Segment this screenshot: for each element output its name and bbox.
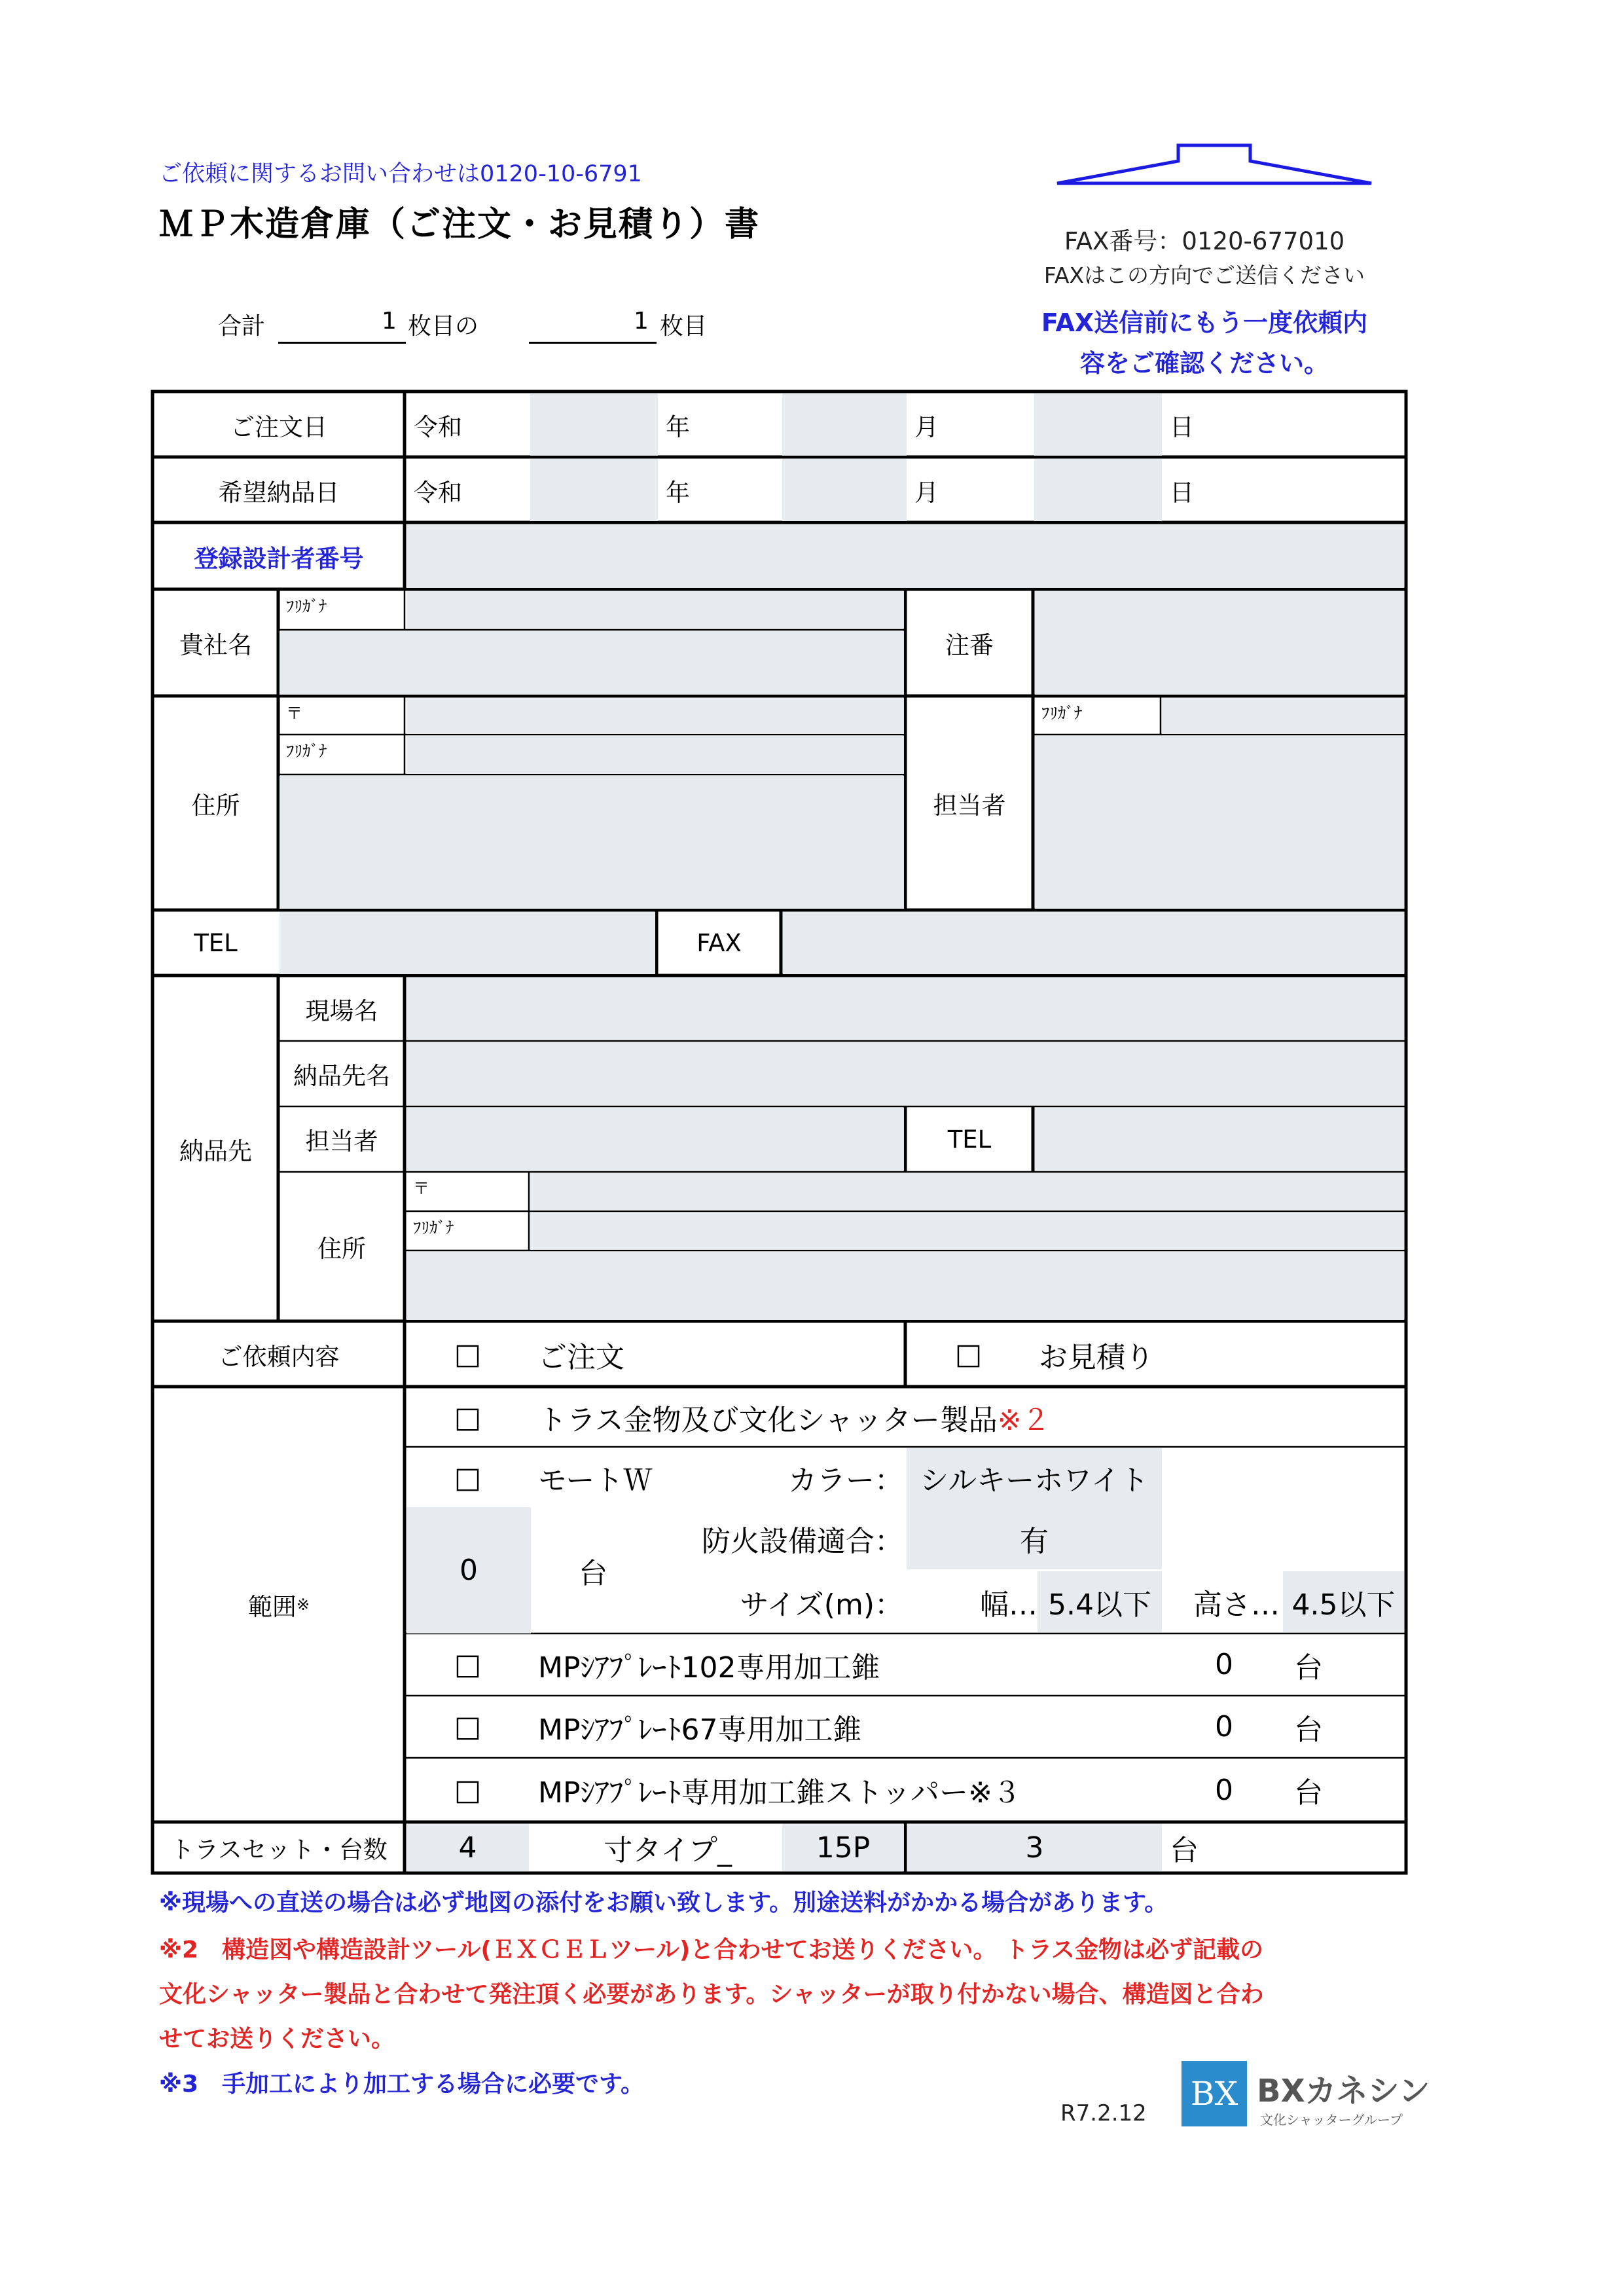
- tool-3-unit: 台: [1294, 1776, 1323, 1810]
- motor-quantity-unit: 台: [579, 1556, 607, 1590]
- estimate-option-label: お見積り: [1039, 1340, 1154, 1374]
- order-date-month-label: 月: [914, 412, 939, 441]
- motor-w-label: モートＷ: [538, 1464, 653, 1497]
- truss-product-note: ※２: [997, 1404, 1051, 1437]
- fax-confirm-line-1: FAX送信前にもう一度依頼内: [1041, 308, 1368, 337]
- size-label: サイズ(m)：: [740, 1588, 903, 1622]
- person-field[interactable]: [1035, 736, 1404, 909]
- estimate-checkbox[interactable]: □: [954, 1338, 983, 1371]
- tool-3-qty[interactable]: 0: [1215, 1773, 1233, 1807]
- tool-1-unit: 台: [1294, 1650, 1323, 1685]
- truss-size-field[interactable]: 4: [406, 1824, 529, 1871]
- delivery-date-month-field[interactable]: [782, 459, 907, 521]
- address-postal-field[interactable]: [406, 698, 904, 734]
- order-option-label: ご注文: [538, 1340, 624, 1374]
- fax-confirm-line-2: 容をご確認ください。: [1079, 349, 1329, 378]
- delivery-date-day-field[interactable]: [1034, 459, 1162, 521]
- delivery-address-field[interactable]: [406, 1252, 1404, 1320]
- color-value[interactable]: シルキーホワイト: [907, 1448, 1162, 1507]
- height-label: 高さ…: [1193, 1588, 1280, 1622]
- designer-number-label: 登録設計者番号: [194, 544, 364, 573]
- fax-field[interactable]: [783, 912, 1404, 974]
- address-furigana-field[interactable]: [406, 736, 904, 774]
- address-furigana-label: ﾌﾘｶﾞﾅ: [286, 742, 327, 761]
- delivery-tel-label: TEL: [947, 1125, 992, 1154]
- delivery-date-year-label: 年: [666, 478, 690, 507]
- company-furigana-label: ﾌﾘｶﾞﾅ: [286, 597, 327, 616]
- address-label: 住所: [191, 792, 240, 820]
- truss-type-label: 寸タイプ_: [604, 1834, 732, 1867]
- scope-label-mark: ※: [296, 1595, 310, 1614]
- tool-1-checkbox[interactable]: □: [454, 1648, 482, 1681]
- delivery-destination-label: 納品先: [179, 1137, 252, 1165]
- truss-type-field[interactable]: 15P: [782, 1824, 904, 1871]
- company-label: 貴社名: [179, 631, 252, 659]
- company-logo-name: BXカネシン: [1257, 2073, 1430, 2109]
- designer-number-field[interactable]: [406, 524, 1404, 588]
- tool-1-name: MPｼｱﾌﾟﾚｰﾄ102専用加工錐: [538, 1650, 880, 1685]
- scope-label-text: 範囲: [247, 1593, 297, 1621]
- delivery-date-reiwa: 令和: [414, 478, 462, 507]
- person-furigana-field[interactable]: [1162, 698, 1404, 734]
- sheet-current-label: 枚目: [660, 313, 708, 340]
- order-date-day-field[interactable]: [1034, 393, 1162, 456]
- tool-3-checkbox[interactable]: □: [454, 1773, 482, 1807]
- delivery-tel-field[interactable]: [1035, 1108, 1404, 1171]
- delivery-address-label: 住所: [317, 1235, 366, 1263]
- order-date-year-label: 年: [666, 412, 690, 441]
- delivery-postal-field[interactable]: [530, 1173, 1404, 1211]
- delivery-person-field[interactable]: [406, 1108, 904, 1171]
- fax-label: FAX: [696, 929, 742, 957]
- truss-product-label: トラス金物及び文化シャッター製品: [538, 1404, 998, 1437]
- tool-2-qty[interactable]: 0: [1215, 1710, 1233, 1743]
- delivery-person-label: 担当者: [305, 1127, 378, 1156]
- tool-2-checkbox[interactable]: □: [454, 1710, 482, 1743]
- truss-product-row: [530, 1389, 1401, 1446]
- width-label: 幅…: [980, 1588, 1038, 1622]
- truss-count-field[interactable]: 3: [907, 1824, 1162, 1871]
- note-2-line-3: せてお送りください。: [159, 2026, 395, 2052]
- fire-label: 防火設備適合：: [702, 1524, 903, 1558]
- note-2-line-1: ※2 構造図や構造設計ツール(ＥＸＣＥＬツール)と合わせてお送りください。 トラス金物は必ず記載の: [159, 1937, 1263, 1963]
- tel-field[interactable]: [280, 912, 655, 974]
- tool-2-unit: 台: [1294, 1713, 1323, 1747]
- truss-set-label: トラスセット・台数: [170, 1836, 388, 1864]
- tel-label: TEL: [194, 929, 238, 957]
- order-date-reiwa: 令和: [414, 412, 462, 441]
- delivery-name-field[interactable]: [406, 1042, 1404, 1105]
- address-field[interactable]: [280, 776, 904, 909]
- inquiry-text: ご依頼に関するお問い合わせは0120-10-6791: [159, 161, 642, 187]
- company-furigana-field[interactable]: [406, 591, 904, 629]
- person-label: 担当者: [933, 792, 1006, 820]
- company-name-field[interactable]: [280, 631, 904, 695]
- order-checkbox[interactable]: □: [454, 1338, 482, 1371]
- request-label: ご依頼内容: [218, 1342, 340, 1371]
- delivery-name-label: 納品先名: [293, 1062, 390, 1090]
- tool-2-name: MPｼｱﾌﾟﾚｰﾄ67専用加工錐: [538, 1713, 862, 1747]
- fax-direction-text: FAXはこの方向でご送信ください: [1043, 263, 1365, 288]
- delivery-furigana-field[interactable]: [530, 1212, 1404, 1250]
- color-label: カラー：: [788, 1464, 903, 1497]
- delivery-date-year-field[interactable]: [530, 459, 658, 521]
- note-direct-delivery: ※現場への直送の場合は必ず地図の添付をお願い致します。別途送料がかかる場合があります。: [159, 1889, 1168, 1916]
- order-date-year-field[interactable]: [530, 393, 658, 456]
- site-name-label: 現場名: [305, 996, 378, 1025]
- delivery-date-month-label: 月: [914, 478, 939, 507]
- company-logo-subtitle: 文化シャッターグループ: [1260, 2112, 1403, 2128]
- truss-product-checkbox[interactable]: □: [454, 1400, 482, 1434]
- sheet-total-value[interactable]: 1: [382, 308, 397, 335]
- fire-value[interactable]: 有: [907, 1507, 1162, 1569]
- order-date-label: ご注文日: [230, 412, 327, 441]
- note-2-line-2: 文化シャッター製品と合わせて発注頂く必要があります。シャッターが取り付かない場合、構造図と合わ: [159, 1981, 1264, 2008]
- order-date-day-label: 日: [1170, 412, 1194, 441]
- site-name-field[interactable]: [406, 977, 1404, 1040]
- height-value[interactable]: 4.5以下: [1283, 1571, 1404, 1632]
- width-value[interactable]: 5.4以下: [1038, 1571, 1162, 1632]
- bx-logo-icon: BX: [1182, 2061, 1247, 2126]
- delivery-furigana-label: ﾌﾘｶﾞﾅ: [413, 1218, 454, 1237]
- fax-number: FAX番号：0120-677010: [1064, 227, 1345, 255]
- motor-w-checkbox[interactable]: □: [454, 1461, 482, 1495]
- revision-date: R7.2.12: [1060, 2100, 1147, 2126]
- person-furigana-label: ﾌﾘｶﾞﾅ: [1041, 704, 1083, 723]
- address-postal-mark: 〒: [286, 704, 303, 723]
- order-date-month-field[interactable]: [782, 393, 907, 456]
- truss-count-unit: 台: [1170, 1834, 1199, 1867]
- note-3: ※3 手加工により加工する場合に必要です。: [159, 2071, 645, 2098]
- delivery-postal-mark: 〒: [413, 1179, 430, 1198]
- tool-3-name: MPｼｱﾌﾟﾚｰﾄ専用加工錐ストッパー※３: [538, 1776, 1022, 1810]
- scope-label: [154, 1389, 403, 1821]
- order-number-label: 注番: [945, 631, 994, 659]
- delivery-date-label: 希望納品日: [218, 478, 340, 507]
- sheet-current-value[interactable]: 1: [634, 308, 649, 335]
- order-number-field[interactable]: [1035, 591, 1404, 695]
- tool-1-qty[interactable]: 0: [1215, 1648, 1233, 1681]
- motor-quantity-field[interactable]: 0: [406, 1507, 531, 1633]
- delivery-date-day-label: 日: [1170, 478, 1194, 507]
- page-title: ＭＰ木造倉庫（ご注文・お見積り）書: [159, 205, 761, 244]
- sheet-of-label: 枚目の: [408, 313, 479, 340]
- sheet-total-label: 合計: [218, 313, 266, 340]
